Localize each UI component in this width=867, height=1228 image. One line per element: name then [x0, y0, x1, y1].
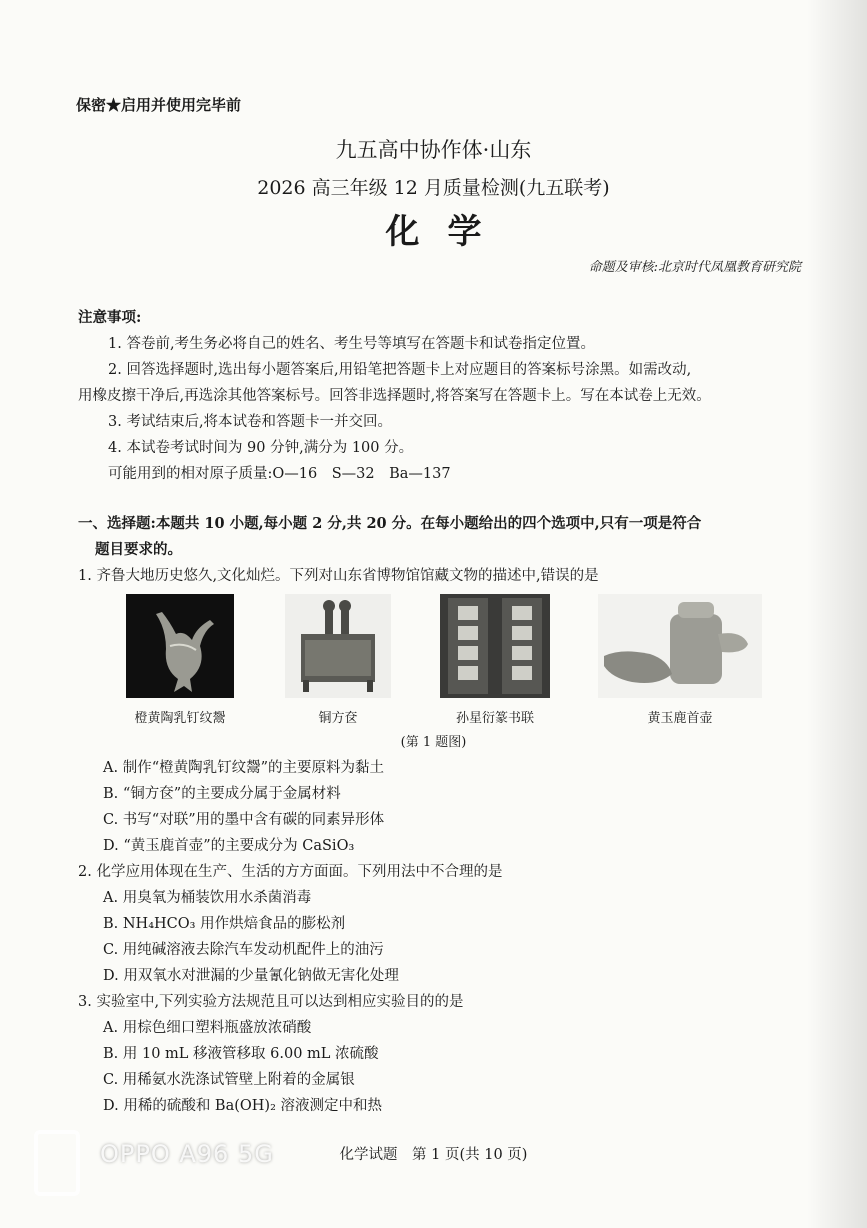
bronze-box-image: [285, 594, 391, 698]
pottery-vessel-icon: [126, 594, 234, 698]
option: C. 书写“对联”用的墨中含有碳的同素异形体: [103, 812, 385, 828]
atomic-mass-line: 可能用到的相对原子质量:O—16 S—32 Ba—137: [108, 466, 451, 482]
jade-pot-icon: [598, 594, 762, 698]
section-heading-cont: 题目要求的。: [95, 541, 182, 558]
page-footer: 化学试题 第 1 页(共 10 页): [339, 1147, 528, 1163]
figure-label: 铜方奁: [318, 711, 358, 726]
note-item: 1. 答卷前,考生务必将自己的姓名、考生号等填写在答题卡和试卷指定位置。: [108, 336, 596, 352]
question-1-stem: 1. 齐鲁大地历史悠久,文化灿烂。下列对山东省博物馆馆藏文物的描述中,错误的是: [78, 568, 599, 584]
camera-watermark: [34, 1126, 314, 1196]
subject-title: 化学: [385, 212, 510, 252]
note-item: 2. 回答选择题时,选出每小题答案后,用铅笔把答题卡上对应题目的答案标号涂黑。如需改动,: [108, 362, 692, 378]
note-item: 用橡皮擦干净后,再选涂其他答案标号。回答非选择题时,将答案写在答题卡上。写在本试卷上无效。: [78, 388, 711, 404]
question-3-stem: 3. 实验室中,下列实验方法规范且可以达到相应实验目的的是: [78, 994, 464, 1010]
option: C. 用稀氨水洗涤试管壁上附着的金属银: [103, 1072, 355, 1088]
option: D. 用稀的硫酸和 Ba(OH)₂ 溶液测定中和热: [103, 1098, 383, 1114]
confidential-label: 保密★启用并使用完毕前: [76, 96, 242, 114]
option: A. 用臭氧为桶装饮用水杀菌消毒: [103, 890, 312, 906]
watermark-text: OPPO A96 5G: [100, 1140, 274, 1168]
jade-pot-image: [598, 594, 762, 698]
option: D. “黄玉鹿首壶”的主要成分为 CaSiO₃: [103, 838, 355, 854]
figure-label: 橙黄陶乳钉纹鬶: [134, 711, 226, 726]
option: B. NH₄HCO₃ 用作烘焙食品的膨松剂: [103, 916, 346, 932]
question-2-stem: 2. 化学应用体现在生产、生活的方方面面。下列用法中不合理的是: [78, 864, 503, 880]
notes-heading: 注意事项:: [78, 309, 142, 326]
option: B. “铜方奁”的主要成分属于金属材料: [103, 786, 341, 802]
section-heading: 一、选择题:本题共 10 小题,每小题 2 分,共 20 分。在每小题给出的四个选项中,只有一项是符合: [78, 515, 702, 532]
figure-label: 孙星衍篆书联: [455, 711, 534, 726]
couplet-image: [440, 594, 550, 698]
pottery-vessel-image: [126, 594, 234, 698]
option: C. 用纯碱溶液去除汽车发动机配件上的油污: [103, 942, 384, 958]
note-item: 4. 本试卷考试时间为 90 分钟,满分为 100 分。: [108, 440, 414, 456]
option: A. 用棕色细口塑料瓶盛放浓硝酸: [103, 1020, 312, 1036]
option: B. 用 10 mL 移液管移取 6.00 mL 浓硫酸: [103, 1046, 379, 1062]
option: D. 用双氧水对泄漏的少量氰化钠做无害化处理: [103, 968, 399, 984]
figure-caption: (第 1 题图): [400, 735, 467, 750]
organization-title: 九五高中协作体·山东: [335, 138, 532, 162]
exam-title: 2026 高三年级 12 月质量检测(九五联考): [257, 177, 610, 199]
calligraphy-couplet-icon: [440, 594, 550, 698]
bronze-box-icon: [285, 594, 391, 698]
option: A. 制作“橙黄陶乳钉纹鬶”的主要原料为黏土: [103, 760, 385, 776]
figure-label: 黄玉鹿首壶: [647, 711, 713, 726]
note-item: 3. 考试结束后,将本试卷和答题卡一并交回。: [108, 414, 393, 430]
author-line: 命题及审核:北京时代凤凰教育研究院: [588, 260, 801, 275]
camera-logo-icon: [34, 1130, 80, 1196]
